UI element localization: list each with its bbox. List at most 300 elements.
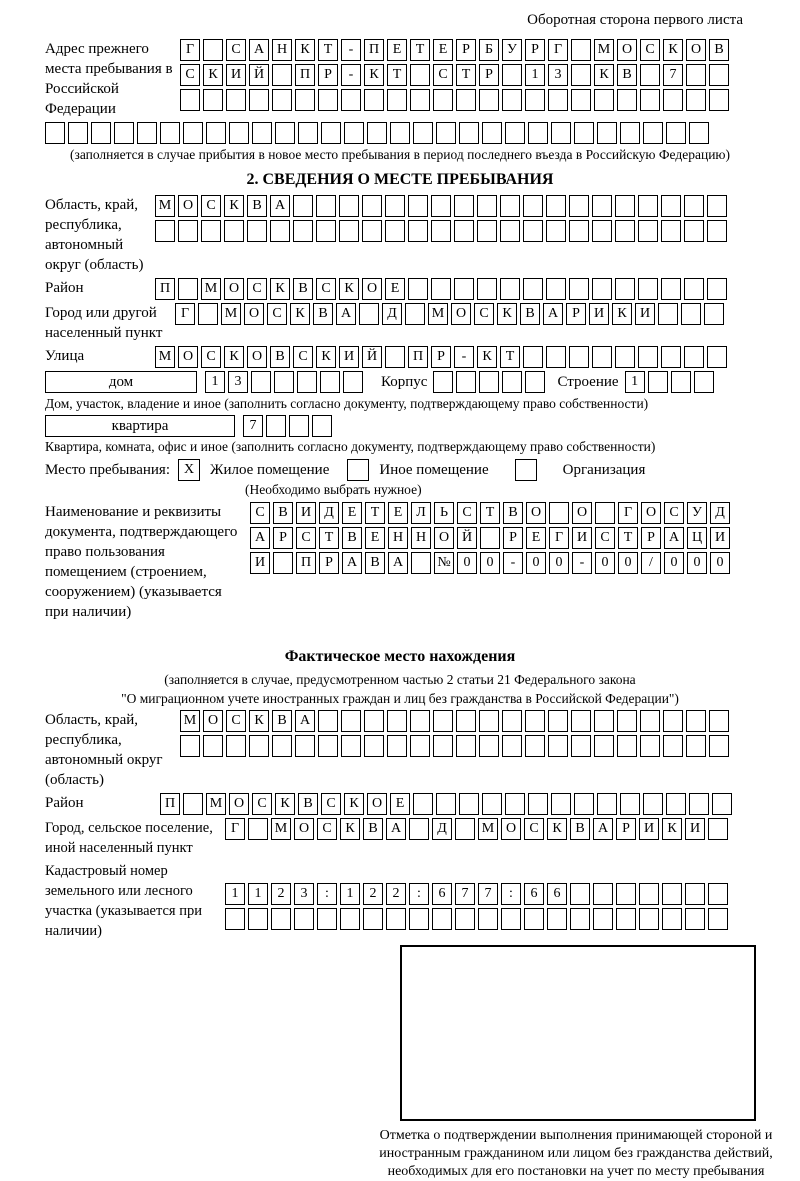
char-cell[interactable]: М xyxy=(221,303,241,325)
char-cell[interactable] xyxy=(413,122,433,144)
char-cell[interactable] xyxy=(525,89,545,111)
char-cell[interactable] xyxy=(316,220,336,242)
char-cell[interactable] xyxy=(615,278,635,300)
char-cell[interactable]: Н xyxy=(272,39,292,61)
char-cell[interactable]: В xyxy=(570,818,590,840)
char-cell[interactable]: С xyxy=(201,195,221,217)
stay-type-checkbox-other[interactable] xyxy=(347,459,369,481)
char-cell[interactable] xyxy=(549,502,569,524)
char-cell[interactable] xyxy=(477,220,497,242)
char-cell[interactable] xyxy=(569,220,589,242)
char-cell[interactable]: В xyxy=(270,346,290,368)
char-cell[interactable] xyxy=(482,122,502,144)
char-cell[interactable]: А xyxy=(664,527,684,549)
char-cell[interactable]: И xyxy=(685,818,705,840)
char-cell[interactable]: 0 xyxy=(618,552,638,574)
char-cell[interactable]: Р xyxy=(641,527,661,549)
char-cell[interactable]: С xyxy=(321,793,341,815)
char-cell[interactable] xyxy=(455,818,475,840)
char-cell[interactable] xyxy=(248,908,268,930)
char-cell[interactable] xyxy=(569,195,589,217)
char-cell[interactable] xyxy=(410,64,430,86)
char-cell[interactable] xyxy=(502,64,522,86)
char-cell[interactable]: П xyxy=(155,278,175,300)
char-cell[interactable] xyxy=(226,735,246,757)
char-cell[interactable]: С xyxy=(474,303,494,325)
char-cell[interactable] xyxy=(593,908,613,930)
char-cell[interactable] xyxy=(666,793,686,815)
char-cell[interactable]: С xyxy=(595,527,615,549)
char-cell[interactable] xyxy=(671,371,691,393)
char-cell[interactable] xyxy=(663,735,683,757)
char-cell[interactable] xyxy=(363,908,383,930)
char-cell[interactable] xyxy=(594,710,614,732)
char-cell[interactable] xyxy=(617,735,637,757)
char-cell[interactable]: И xyxy=(572,527,592,549)
char-cell[interactable] xyxy=(620,122,640,144)
char-cell[interactable]: Г xyxy=(618,502,638,524)
char-cell[interactable]: В xyxy=(520,303,540,325)
char-cell[interactable] xyxy=(362,220,382,242)
char-cell[interactable] xyxy=(359,303,379,325)
char-cell[interactable]: 6 xyxy=(547,883,567,905)
char-cell[interactable] xyxy=(712,793,732,815)
char-cell[interactable] xyxy=(571,735,591,757)
char-cell[interactable] xyxy=(709,735,729,757)
char-cell[interactable]: К xyxy=(594,64,614,86)
char-cell[interactable]: О xyxy=(178,195,198,217)
char-cell[interactable]: 6 xyxy=(432,883,452,905)
char-cell[interactable]: № xyxy=(434,552,454,574)
char-cell[interactable]: У xyxy=(687,502,707,524)
char-cell[interactable] xyxy=(479,371,499,393)
char-cell[interactable]: Р xyxy=(319,552,339,574)
char-cell[interactable] xyxy=(663,710,683,732)
char-cell[interactable]: К xyxy=(224,346,244,368)
char-cell[interactable] xyxy=(408,220,428,242)
char-cell[interactable]: - xyxy=(572,552,592,574)
char-cell[interactable]: С xyxy=(293,346,313,368)
char-cell[interactable]: - xyxy=(341,39,361,61)
char-cell[interactable] xyxy=(431,278,451,300)
char-cell[interactable]: Р xyxy=(479,64,499,86)
char-cell[interactable] xyxy=(339,220,359,242)
char-cell[interactable]: 7 xyxy=(243,415,263,437)
char-cell[interactable] xyxy=(707,346,727,368)
char-cell[interactable] xyxy=(505,793,525,815)
char-cell[interactable] xyxy=(617,89,637,111)
char-cell[interactable] xyxy=(180,735,200,757)
char-cell[interactable] xyxy=(341,710,361,732)
char-cell[interactable] xyxy=(594,735,614,757)
char-cell[interactable]: М xyxy=(155,346,175,368)
char-cell[interactable] xyxy=(640,710,660,732)
char-cell[interactable] xyxy=(681,303,701,325)
char-cell[interactable]: О xyxy=(224,278,244,300)
char-cell[interactable] xyxy=(694,371,714,393)
char-cell[interactable]: И xyxy=(226,64,246,86)
char-cell[interactable] xyxy=(524,908,544,930)
char-cell[interactable] xyxy=(597,122,617,144)
char-cell[interactable] xyxy=(479,735,499,757)
char-cell[interactable]: Г xyxy=(548,39,568,61)
char-cell[interactable] xyxy=(385,220,405,242)
char-cell[interactable]: Е xyxy=(387,39,407,61)
char-cell[interactable] xyxy=(502,710,522,732)
char-cell[interactable] xyxy=(297,371,317,393)
char-cell[interactable]: О xyxy=(362,278,382,300)
char-cell[interactable] xyxy=(225,908,245,930)
char-cell[interactable]: Т xyxy=(410,39,430,61)
char-cell[interactable] xyxy=(456,371,476,393)
char-cell[interactable] xyxy=(648,371,668,393)
char-cell[interactable] xyxy=(684,220,704,242)
char-cell[interactable] xyxy=(571,64,591,86)
char-cell[interactable] xyxy=(709,64,729,86)
char-cell[interactable] xyxy=(178,278,198,300)
char-cell[interactable] xyxy=(249,735,269,757)
char-cell[interactable] xyxy=(343,371,363,393)
char-cell[interactable]: О xyxy=(434,527,454,549)
char-cell[interactable] xyxy=(180,89,200,111)
char-cell[interactable] xyxy=(548,710,568,732)
char-cell[interactable]: 0 xyxy=(549,552,569,574)
char-cell[interactable]: Д xyxy=(432,818,452,840)
char-cell[interactable]: К xyxy=(316,346,336,368)
char-cell[interactable]: Л xyxy=(411,502,431,524)
char-cell[interactable] xyxy=(320,371,340,393)
char-cell[interactable] xyxy=(638,195,658,217)
char-cell[interactable] xyxy=(658,303,678,325)
char-cell[interactable]: К xyxy=(290,303,310,325)
char-cell[interactable]: Г xyxy=(180,39,200,61)
char-cell[interactable] xyxy=(293,195,313,217)
char-cell[interactable] xyxy=(478,908,498,930)
char-cell[interactable]: А xyxy=(386,818,406,840)
char-cell[interactable]: С xyxy=(226,710,246,732)
char-cell[interactable] xyxy=(45,122,65,144)
char-cell[interactable]: П xyxy=(364,39,384,61)
char-cell[interactable]: О xyxy=(247,346,267,368)
char-cell[interactable] xyxy=(341,89,361,111)
char-cell[interactable] xyxy=(294,908,314,930)
char-cell[interactable]: П xyxy=(160,793,180,815)
char-cell[interactable]: Р xyxy=(525,39,545,61)
char-cell[interactable] xyxy=(390,122,410,144)
char-cell[interactable] xyxy=(528,793,548,815)
char-cell[interactable]: Ь xyxy=(434,502,454,524)
char-cell[interactable] xyxy=(275,122,295,144)
char-cell[interactable]: В xyxy=(247,195,267,217)
char-cell[interactable]: О xyxy=(617,39,637,61)
char-cell[interactable] xyxy=(362,195,382,217)
char-cell[interactable]: И xyxy=(639,818,659,840)
char-cell[interactable] xyxy=(226,89,246,111)
char-cell[interactable]: В xyxy=(617,64,637,86)
char-cell[interactable] xyxy=(597,793,617,815)
char-cell[interactable] xyxy=(408,278,428,300)
char-cell[interactable] xyxy=(248,818,268,840)
char-cell[interactable] xyxy=(321,122,341,144)
char-cell[interactable] xyxy=(661,195,681,217)
char-cell[interactable]: А xyxy=(336,303,356,325)
char-cell[interactable] xyxy=(364,89,384,111)
char-cell[interactable] xyxy=(684,346,704,368)
char-cell[interactable] xyxy=(638,278,658,300)
char-cell[interactable] xyxy=(685,908,705,930)
char-cell[interactable] xyxy=(574,793,594,815)
char-cell[interactable]: В xyxy=(293,278,313,300)
char-cell[interactable] xyxy=(501,908,521,930)
char-cell[interactable]: А xyxy=(270,195,290,217)
char-cell[interactable] xyxy=(411,552,431,574)
char-cell[interactable] xyxy=(272,64,292,86)
char-cell[interactable] xyxy=(707,220,727,242)
char-cell[interactable] xyxy=(251,371,271,393)
char-cell[interactable] xyxy=(433,735,453,757)
char-cell[interactable]: А xyxy=(342,552,362,574)
char-cell[interactable] xyxy=(318,735,338,757)
char-cell[interactable] xyxy=(339,195,359,217)
char-cell[interactable] xyxy=(386,908,406,930)
char-cell[interactable]: С xyxy=(524,818,544,840)
char-cell[interactable]: О xyxy=(686,39,706,61)
char-cell[interactable] xyxy=(387,710,407,732)
char-cell[interactable] xyxy=(547,908,567,930)
char-cell[interactable] xyxy=(272,89,292,111)
char-cell[interactable]: В xyxy=(503,502,523,524)
char-cell[interactable] xyxy=(289,415,309,437)
char-cell[interactable]: 1 xyxy=(205,371,225,393)
char-cell[interactable] xyxy=(203,735,223,757)
char-cell[interactable] xyxy=(477,195,497,217)
char-cell[interactable]: Д xyxy=(319,502,339,524)
char-cell[interactable] xyxy=(570,883,590,905)
char-cell[interactable] xyxy=(203,39,223,61)
char-cell[interactable]: П xyxy=(296,552,316,574)
char-cell[interactable]: С xyxy=(247,278,267,300)
char-cell[interactable] xyxy=(592,346,612,368)
char-cell[interactable]: 3 xyxy=(228,371,248,393)
stay-type-checkbox-organization[interactable] xyxy=(515,459,537,481)
char-cell[interactable]: А xyxy=(543,303,563,325)
char-cell[interactable]: 3 xyxy=(294,883,314,905)
char-cell[interactable]: 3 xyxy=(548,64,568,86)
char-cell[interactable] xyxy=(689,793,709,815)
char-cell[interactable] xyxy=(91,122,111,144)
char-cell[interactable]: Е xyxy=(365,527,385,549)
char-cell[interactable]: О xyxy=(526,502,546,524)
char-cell[interactable] xyxy=(663,89,683,111)
char-cell[interactable] xyxy=(455,908,475,930)
char-cell[interactable] xyxy=(183,793,203,815)
char-cell[interactable] xyxy=(454,195,474,217)
char-cell[interactable]: П xyxy=(295,64,315,86)
char-cell[interactable] xyxy=(525,371,545,393)
char-cell[interactable] xyxy=(387,89,407,111)
char-cell[interactable] xyxy=(661,278,681,300)
char-cell[interactable]: Г xyxy=(175,303,195,325)
char-cell[interactable]: 0 xyxy=(687,552,707,574)
char-cell[interactable]: М xyxy=(478,818,498,840)
char-cell[interactable] xyxy=(620,793,640,815)
char-cell[interactable]: О xyxy=(641,502,661,524)
char-cell[interactable]: А xyxy=(250,527,270,549)
char-cell[interactable] xyxy=(318,89,338,111)
char-cell[interactable]: К xyxy=(497,303,517,325)
char-cell[interactable] xyxy=(502,735,522,757)
char-cell[interactable] xyxy=(615,195,635,217)
char-cell[interactable]: К xyxy=(339,278,359,300)
char-cell[interactable] xyxy=(160,122,180,144)
char-cell[interactable]: М xyxy=(428,303,448,325)
char-cell[interactable]: С xyxy=(226,39,246,61)
char-cell[interactable] xyxy=(639,883,659,905)
char-cell[interactable] xyxy=(436,793,456,815)
char-cell[interactable]: - xyxy=(503,552,523,574)
char-cell[interactable]: Р xyxy=(616,818,636,840)
char-cell[interactable]: К xyxy=(203,64,223,86)
char-cell[interactable] xyxy=(312,415,332,437)
char-cell[interactable]: Е xyxy=(388,502,408,524)
char-cell[interactable]: С xyxy=(640,39,660,61)
char-cell[interactable] xyxy=(500,195,520,217)
char-cell[interactable]: Ц xyxy=(687,527,707,549)
char-cell[interactable] xyxy=(666,122,686,144)
char-cell[interactable] xyxy=(638,346,658,368)
char-cell[interactable] xyxy=(525,710,545,732)
char-cell[interactable]: 7 xyxy=(478,883,498,905)
char-cell[interactable] xyxy=(708,818,728,840)
char-cell[interactable] xyxy=(662,883,682,905)
char-cell[interactable] xyxy=(548,89,568,111)
char-cell[interactable] xyxy=(409,908,429,930)
char-cell[interactable]: П xyxy=(408,346,428,368)
char-cell[interactable]: 2 xyxy=(386,883,406,905)
char-cell[interactable]: Т xyxy=(480,502,500,524)
char-cell[interactable]: В xyxy=(313,303,333,325)
char-cell[interactable] xyxy=(685,883,705,905)
char-cell[interactable] xyxy=(662,908,682,930)
char-cell[interactable]: И xyxy=(250,552,270,574)
char-cell[interactable]: М xyxy=(206,793,226,815)
char-cell[interactable]: О xyxy=(451,303,471,325)
char-cell[interactable] xyxy=(569,278,589,300)
char-cell[interactable] xyxy=(454,278,474,300)
char-cell[interactable] xyxy=(274,371,294,393)
char-cell[interactable] xyxy=(456,89,476,111)
char-cell[interactable] xyxy=(340,908,360,930)
char-cell[interactable]: : xyxy=(317,883,337,905)
char-cell[interactable] xyxy=(571,39,591,61)
char-cell[interactable] xyxy=(454,220,474,242)
char-cell[interactable] xyxy=(551,793,571,815)
char-cell[interactable]: К xyxy=(477,346,497,368)
char-cell[interactable] xyxy=(615,220,635,242)
char-cell[interactable] xyxy=(203,89,223,111)
char-cell[interactable]: : xyxy=(409,883,429,905)
char-cell[interactable]: Т xyxy=(500,346,520,368)
char-cell[interactable]: Н xyxy=(388,527,408,549)
char-cell[interactable]: Г xyxy=(225,818,245,840)
char-cell[interactable]: С xyxy=(317,818,337,840)
char-cell[interactable]: С xyxy=(267,303,287,325)
char-cell[interactable]: 2 xyxy=(271,883,291,905)
char-cell[interactable] xyxy=(271,908,291,930)
char-cell[interactable] xyxy=(595,502,615,524)
char-cell[interactable] xyxy=(502,371,522,393)
char-cell[interactable]: К xyxy=(249,710,269,732)
char-cell[interactable]: Д xyxy=(710,502,730,524)
char-cell[interactable] xyxy=(224,220,244,242)
char-cell[interactable]: С xyxy=(433,64,453,86)
char-cell[interactable] xyxy=(456,710,476,732)
char-cell[interactable] xyxy=(592,220,612,242)
char-cell[interactable] xyxy=(617,710,637,732)
char-cell[interactable] xyxy=(523,278,543,300)
char-cell[interactable] xyxy=(293,220,313,242)
char-cell[interactable]: О xyxy=(572,502,592,524)
char-cell[interactable]: В xyxy=(365,552,385,574)
char-cell[interactable]: С xyxy=(201,346,221,368)
char-cell[interactable]: Й xyxy=(362,346,382,368)
char-cell[interactable] xyxy=(433,89,453,111)
char-cell[interactable]: В xyxy=(298,793,318,815)
char-cell[interactable]: С xyxy=(664,502,684,524)
char-cell[interactable]: О xyxy=(178,346,198,368)
char-cell[interactable] xyxy=(661,220,681,242)
char-cell[interactable] xyxy=(546,195,566,217)
char-cell[interactable]: М xyxy=(271,818,291,840)
char-cell[interactable]: 0 xyxy=(595,552,615,574)
char-cell[interactable]: Р xyxy=(503,527,523,549)
char-cell[interactable] xyxy=(684,195,704,217)
char-cell[interactable]: Р xyxy=(273,527,293,549)
char-cell[interactable] xyxy=(298,122,318,144)
char-cell[interactable] xyxy=(707,195,727,217)
char-cell[interactable] xyxy=(317,908,337,930)
char-cell[interactable] xyxy=(295,735,315,757)
char-cell[interactable]: 0 xyxy=(526,552,546,574)
char-cell[interactable]: С xyxy=(252,793,272,815)
char-cell[interactable] xyxy=(704,303,724,325)
char-cell[interactable]: 6 xyxy=(524,883,544,905)
char-cell[interactable] xyxy=(686,64,706,86)
char-cell[interactable]: Е xyxy=(526,527,546,549)
char-cell[interactable] xyxy=(341,735,361,757)
char-cell[interactable]: Р xyxy=(431,346,451,368)
char-cell[interactable]: М xyxy=(201,278,221,300)
char-cell[interactable]: Т xyxy=(365,502,385,524)
char-cell[interactable] xyxy=(385,346,405,368)
stay-type-checkbox-residential[interactable]: X xyxy=(178,459,200,481)
char-cell[interactable]: О xyxy=(203,710,223,732)
char-cell[interactable] xyxy=(344,122,364,144)
char-cell[interactable] xyxy=(640,64,660,86)
char-cell[interactable]: 1 xyxy=(225,883,245,905)
char-cell[interactable] xyxy=(456,735,476,757)
char-cell[interactable]: 7 xyxy=(663,64,683,86)
char-cell[interactable]: Р xyxy=(566,303,586,325)
char-cell[interactable] xyxy=(459,122,479,144)
char-cell[interactable]: М xyxy=(594,39,614,61)
char-cell[interactable] xyxy=(686,735,706,757)
char-cell[interactable] xyxy=(525,735,545,757)
char-cell[interactable] xyxy=(640,89,660,111)
char-cell[interactable] xyxy=(229,122,249,144)
char-cell[interactable]: 0 xyxy=(664,552,684,574)
char-cell[interactable]: В xyxy=(273,502,293,524)
